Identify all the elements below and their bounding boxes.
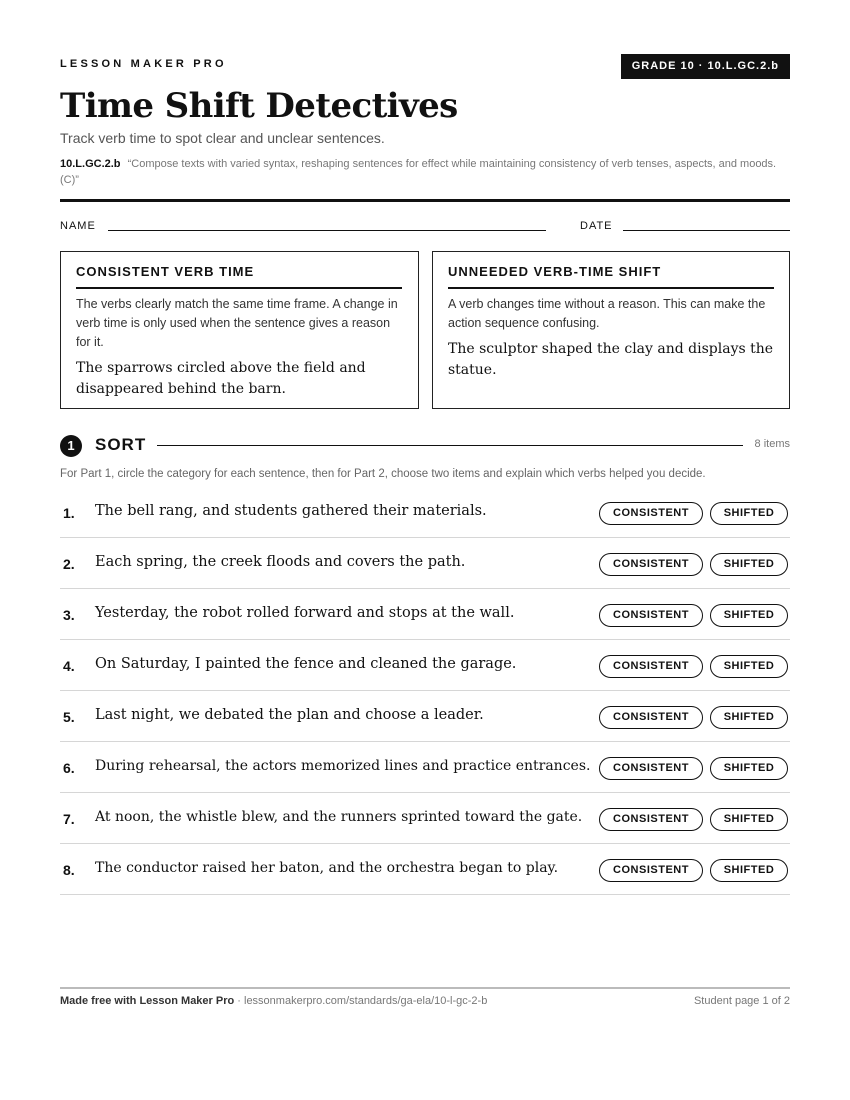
- shift-card: [432, 251, 790, 409]
- name-date-row: [60, 220, 790, 234]
- section-title: SORT: [95, 435, 147, 454]
- list-item: [60, 589, 790, 640]
- standard-code: 10.L.GC.2.b: [60, 158, 121, 170]
- item-number: 7.: [63, 811, 75, 827]
- item-sentence: Yesterday, the robot rolled forward and stops at the wall.: [95, 605, 515, 621]
- shifted-option[interactable]: SHIFTED: [710, 655, 788, 678]
- consistent-option[interactable]: CONSISTENT: [599, 808, 703, 831]
- shift-card-example: The sculptor shaped the clay and displays the statue.: [448, 341, 774, 378]
- item-number: 4.: [63, 658, 75, 674]
- list-item: [60, 487, 790, 538]
- section-rule: [157, 445, 743, 446]
- item-sentence: On Saturday, I painted the fence and cleaned the garage.: [95, 656, 517, 672]
- item-sentence: The bell rang, and students gathered their materials.: [95, 503, 487, 519]
- footer-page-number: Student page 1 of 2: [693, 995, 790, 1007]
- item-number: 1.: [63, 505, 75, 521]
- date-field[interactable]: [623, 230, 790, 231]
- consistent-option[interactable]: CONSISTENT: [599, 502, 703, 525]
- list-item: [60, 793, 790, 844]
- page-title: Time Shift Detectives: [60, 86, 458, 126]
- consistent-option[interactable]: CONSISTENT: [599, 553, 703, 576]
- name-field[interactable]: [108, 230, 546, 231]
- brand-name: LESSON MAKER PRO: [60, 58, 227, 70]
- header-divider: [60, 199, 790, 202]
- card-divider: [76, 287, 402, 289]
- consistent-card-description: The verbs clearly match the same time frame. A change in verb time is only used when the sentence gives a reason for it.: [76, 297, 398, 349]
- page-subtitle: Track verb time to spot clear and unclear sentences.: [60, 130, 385, 146]
- footer-made-with: Made free with Lesson Maker Pro: [60, 995, 235, 1007]
- shift-card-description: A verb changes time without a reason. This can make the action sequence confusing.: [448, 297, 766, 330]
- standard-text: “Compose texts with varied syntax, reshaping sentences for effect while maintaining consistency of verb tenses, aspects, and moods. (C)”: [60, 158, 777, 186]
- instructions: For Part 1, circle the category for each sentence, then for Part 2, choose two items and explain which verbs helped you decide.: [60, 468, 706, 480]
- item-number: 3.: [63, 607, 75, 623]
- item-number: 5.: [63, 709, 75, 725]
- shifted-option[interactable]: SHIFTED: [710, 604, 788, 627]
- item-number: 8.: [63, 862, 75, 878]
- item-sentence: Last night, we debated the plan and choose a leader.: [95, 707, 484, 723]
- shifted-option[interactable]: SHIFTED: [710, 706, 788, 729]
- list-item: [60, 742, 790, 793]
- consistent-option[interactable]: CONSISTENT: [599, 655, 703, 678]
- footer-credit: [60, 995, 487, 1007]
- item-number: 6.: [63, 760, 75, 776]
- grade-badge: GRADE 10 · 10.L.GC.2.b: [621, 54, 790, 79]
- consistent-card-example: The sparrows circled above the field and disappeared behind the barn.: [76, 360, 366, 397]
- item-count: 8 items: [754, 438, 790, 450]
- item-number: 2.: [63, 556, 75, 572]
- shifted-option[interactable]: SHIFTED: [710, 808, 788, 831]
- list-item: [60, 640, 790, 691]
- list-item: [60, 691, 790, 742]
- consistent-option[interactable]: CONSISTENT: [599, 604, 703, 627]
- footer-divider: [60, 987, 790, 989]
- item-sentence: Each spring, the creek floods and covers the path.: [95, 554, 466, 570]
- consistent-option[interactable]: CONSISTENT: [599, 859, 703, 882]
- shifted-option[interactable]: SHIFTED: [710, 553, 788, 576]
- list-item: [60, 844, 790, 895]
- consistent-card: [60, 251, 419, 409]
- standard-description: [60, 156, 780, 188]
- shift-card-heading: UNNEEDED VERB-TIME SHIFT: [448, 264, 662, 279]
- date-label: DATE: [580, 220, 613, 232]
- section-number: 1: [60, 435, 82, 457]
- shifted-option[interactable]: SHIFTED: [710, 757, 788, 780]
- item-sentence: The conductor raised her baton, and the orchestra began to play.: [95, 860, 559, 876]
- consistent-option[interactable]: CONSISTENT: [599, 757, 703, 780]
- shifted-option[interactable]: SHIFTED: [710, 502, 788, 525]
- card-divider: [448, 287, 774, 289]
- list-item: [60, 538, 790, 589]
- footer-url[interactable]: · lessonmakerpro.com/standards/ga-ela/10-l-gc-2-b: [234, 995, 488, 1007]
- item-list: [60, 487, 790, 895]
- consistent-card-heading: CONSISTENT VERB TIME: [76, 264, 255, 279]
- item-sentence: At noon, the whistle blew, and the runners sprinted toward the gate.: [95, 809, 583, 825]
- name-label: NAME: [60, 220, 96, 232]
- consistent-option[interactable]: CONSISTENT: [599, 706, 703, 729]
- shifted-option[interactable]: SHIFTED: [710, 859, 788, 882]
- item-sentence: During rehearsal, the actors memorized lines and practice entrances.: [95, 758, 591, 774]
